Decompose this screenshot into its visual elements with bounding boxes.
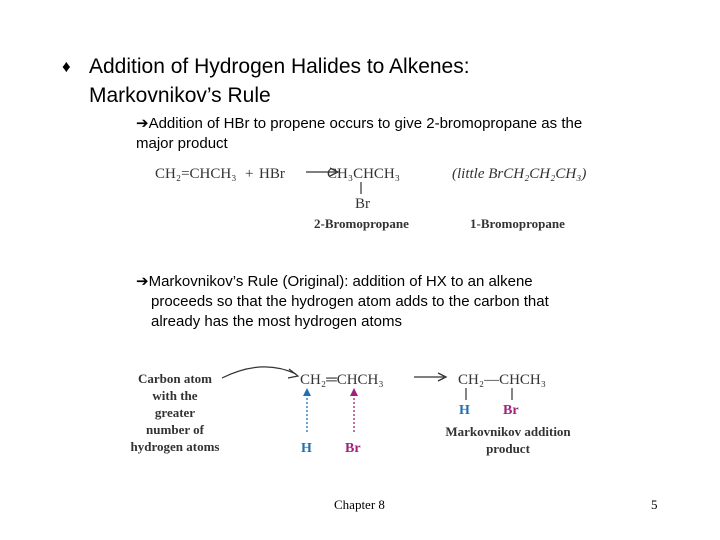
product-formula: CH₂—CHCH₃ — [458, 372, 546, 388]
hbr-reagent: HBr — [259, 166, 285, 182]
label-1-bromopropane: 1-Bromopropane — [470, 216, 565, 231]
reaction-arrow-2-icon — [414, 373, 446, 381]
point-1-line-1: Addition of HBr to propene occurs to give 2-bromopropane as the — [148, 115, 583, 132]
title-line-2: Markovnikov’s Rule — [89, 84, 271, 107]
footer-chapter: Chapter 8 — [334, 497, 385, 512]
main-product-formula: CH₃CHCH₃ — [327, 166, 400, 182]
plus-sign: + — [245, 166, 254, 182]
product-label-line-1: Markovnikov addition — [445, 424, 571, 439]
product-h-label: H — [459, 403, 470, 418]
curved-pointer-arrow-icon — [222, 367, 298, 378]
br-dotted-arrow-icon — [350, 388, 358, 432]
title-bullet-icon: ♦ — [62, 57, 71, 76]
title-line-1: Addition of Hydrogen Halides to Alkenes: — [89, 55, 470, 78]
propene-formula: CH₂=CHCH₃ — [155, 166, 237, 182]
minor-product-formula: (little BrCH₂CH₂CH₃) — [452, 166, 587, 182]
h-atom-label: H — [301, 441, 312, 456]
h-dotted-arrow-icon — [303, 388, 311, 432]
product-br-label: Br — [503, 403, 519, 418]
point-2-line-2: proceeds so that the hydrogen atom adds to the carbon that — [151, 293, 549, 310]
carbon-label-line-4: number of — [146, 422, 204, 437]
point-2-line-1: Markovnikov’s Rule (Original): addition of HX to an alkene — [148, 273, 533, 290]
alkene-formula: CH₂═CHCH₃ — [300, 372, 384, 388]
arrow-bullet-icon: ➔ — [136, 115, 149, 132]
carbon-label-line-2: with the — [152, 388, 198, 403]
label-2-bromopropane: 2-Bromopropane — [314, 216, 409, 231]
point-1-line-2: major product — [136, 135, 228, 152]
carbon-label-line-5: hydrogen atoms — [130, 439, 220, 454]
point-2-line-3: already has the most hydrogen atoms — [151, 313, 402, 330]
footer-page-number: 5 — [651, 497, 658, 512]
carbon-label-line-1: Carbon atom — [137, 371, 213, 386]
carbon-label-line-3: greater — [154, 405, 196, 420]
main-product-br: Br — [355, 196, 370, 212]
br-atom-label: Br — [345, 441, 361, 456]
arrow-bullet-icon-2: ➔ — [136, 273, 149, 290]
product-label-line-2: product — [486, 441, 530, 456]
